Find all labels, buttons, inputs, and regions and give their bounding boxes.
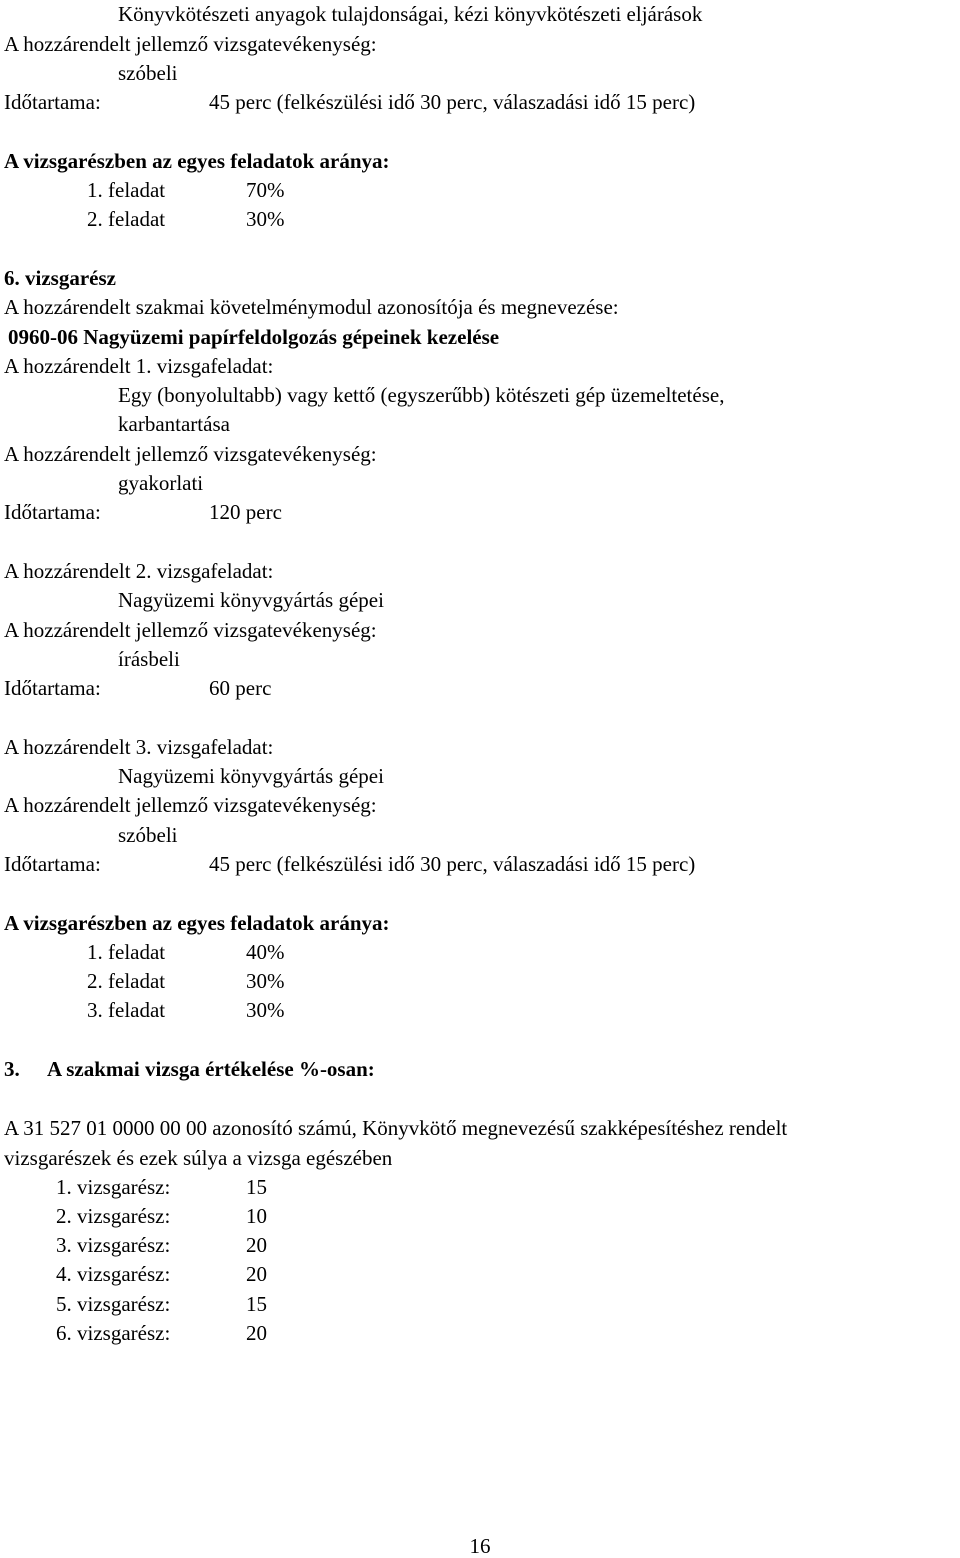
task1-text: Egy (bonyolultabb) vagy kettő (egyszerűbb) kötészeti gép üzemeltetése,	[118, 383, 725, 407]
weight-part: 2. vizsgarész:	[56, 1204, 171, 1228]
duration-label: Időtartama:	[4, 90, 101, 114]
task2-duration-label: Időtartama:	[4, 676, 101, 700]
ratio-pct: 70%	[246, 178, 285, 202]
ratio-task: 1. feladat	[87, 178, 166, 202]
task2-label: A hozzárendelt 2. vizsgafeladat:	[4, 559, 274, 583]
task3-text: Nagyüzemi könyvgyártás gépei	[118, 764, 384, 788]
task3-duration-label: Időtartama:	[4, 852, 101, 876]
section3-paragraph: A 31 527 01 0000 00 00 azonosító számú, Könyvkötő megnevezésű szakképesítéshez rendelt	[4, 1116, 788, 1140]
weight-value: 20	[246, 1262, 267, 1286]
ratio-pct: 40%	[246, 940, 285, 964]
ratio-pct: 30%	[246, 207, 285, 231]
part6-heading: 6. vizsgarész	[4, 266, 116, 290]
weight-part: 1. vizsgarész:	[56, 1175, 171, 1199]
ratio-task: 1. feladat	[87, 940, 166, 964]
weight-value: 10	[246, 1204, 267, 1228]
task2-activity: írásbeli	[118, 647, 180, 671]
activity-value: szóbeli	[118, 61, 178, 85]
ratio-pct: 30%	[246, 969, 285, 993]
weight-value: 20	[246, 1321, 267, 1345]
weight-value: 15	[246, 1175, 267, 1199]
section3-number: 3.	[4, 1057, 20, 1081]
module-name: 0960-06 Nagyüzemi papírfeldolgozás gépeinek kezelése	[8, 325, 500, 349]
task3-label: A hozzárendelt 3. vizsgafeladat:	[4, 735, 274, 759]
weight-part: 4. vizsgarész:	[56, 1262, 171, 1286]
weight-part: 3. vizsgarész:	[56, 1233, 171, 1257]
ratio-pct: 30%	[246, 998, 285, 1022]
weight-part: 6. vizsgarész:	[56, 1321, 171, 1345]
duration-value: 45 perc (felkészülési idő 30 perc, válaszadási idő 15 perc)	[209, 90, 696, 114]
ratio-task: 2. feladat	[87, 969, 166, 993]
task2-activity-label: A hozzárendelt jellemző vizsgatevékenység:	[4, 618, 377, 642]
task1-activity-label: A hozzárendelt jellemző vizsgatevékenység:	[4, 442, 377, 466]
task1-text: karbantartása	[118, 412, 230, 436]
weight-value: 15	[246, 1292, 267, 1316]
task1-duration: 120 perc	[209, 500, 282, 524]
task3-activity-label: A hozzárendelt jellemző vizsgatevékenység:	[4, 793, 377, 817]
subject-text: Könyvkötészeti anyagok tulajdonságai, kézi könyvkötészeti eljárások	[118, 2, 703, 26]
task2-text: Nagyüzemi könyvgyártás gépei	[118, 588, 384, 612]
section3-title: A szakmai vizsga értékelése %-osan:	[47, 1057, 375, 1081]
ratio-task: 3. feladat	[87, 998, 166, 1022]
task2-duration: 60 perc	[209, 676, 272, 700]
activity-label: A hozzárendelt jellemző vizsgatevékenység:	[4, 32, 377, 56]
weight-part: 5. vizsgarész:	[56, 1292, 171, 1316]
ratio-task: 2. feladat	[87, 207, 166, 231]
section3-paragraph: vizsgarészek és ezek súlya a vizsga egészében	[4, 1146, 393, 1170]
task1-duration-label: Időtartama:	[4, 500, 101, 524]
ratio-heading: A vizsgarészben az egyes feladatok aránya:	[4, 149, 390, 173]
weight-value: 20	[246, 1233, 267, 1257]
task1-activity: gyakorlati	[118, 471, 204, 495]
task3-activity: szóbeli	[118, 823, 178, 847]
task3-duration: 45 perc (felkészülési idő 30 perc, válaszadási idő 15 perc)	[209, 852, 696, 876]
module-label: A hozzárendelt szakmai követelménymodul azonosítója és megnevezése:	[4, 295, 619, 319]
task1-label: A hozzárendelt 1. vizsgafeladat:	[4, 354, 274, 378]
part6-ratio-heading: A vizsgarészben az egyes feladatok aránya:	[4, 911, 390, 935]
page-number: 16	[469, 1534, 491, 1558]
